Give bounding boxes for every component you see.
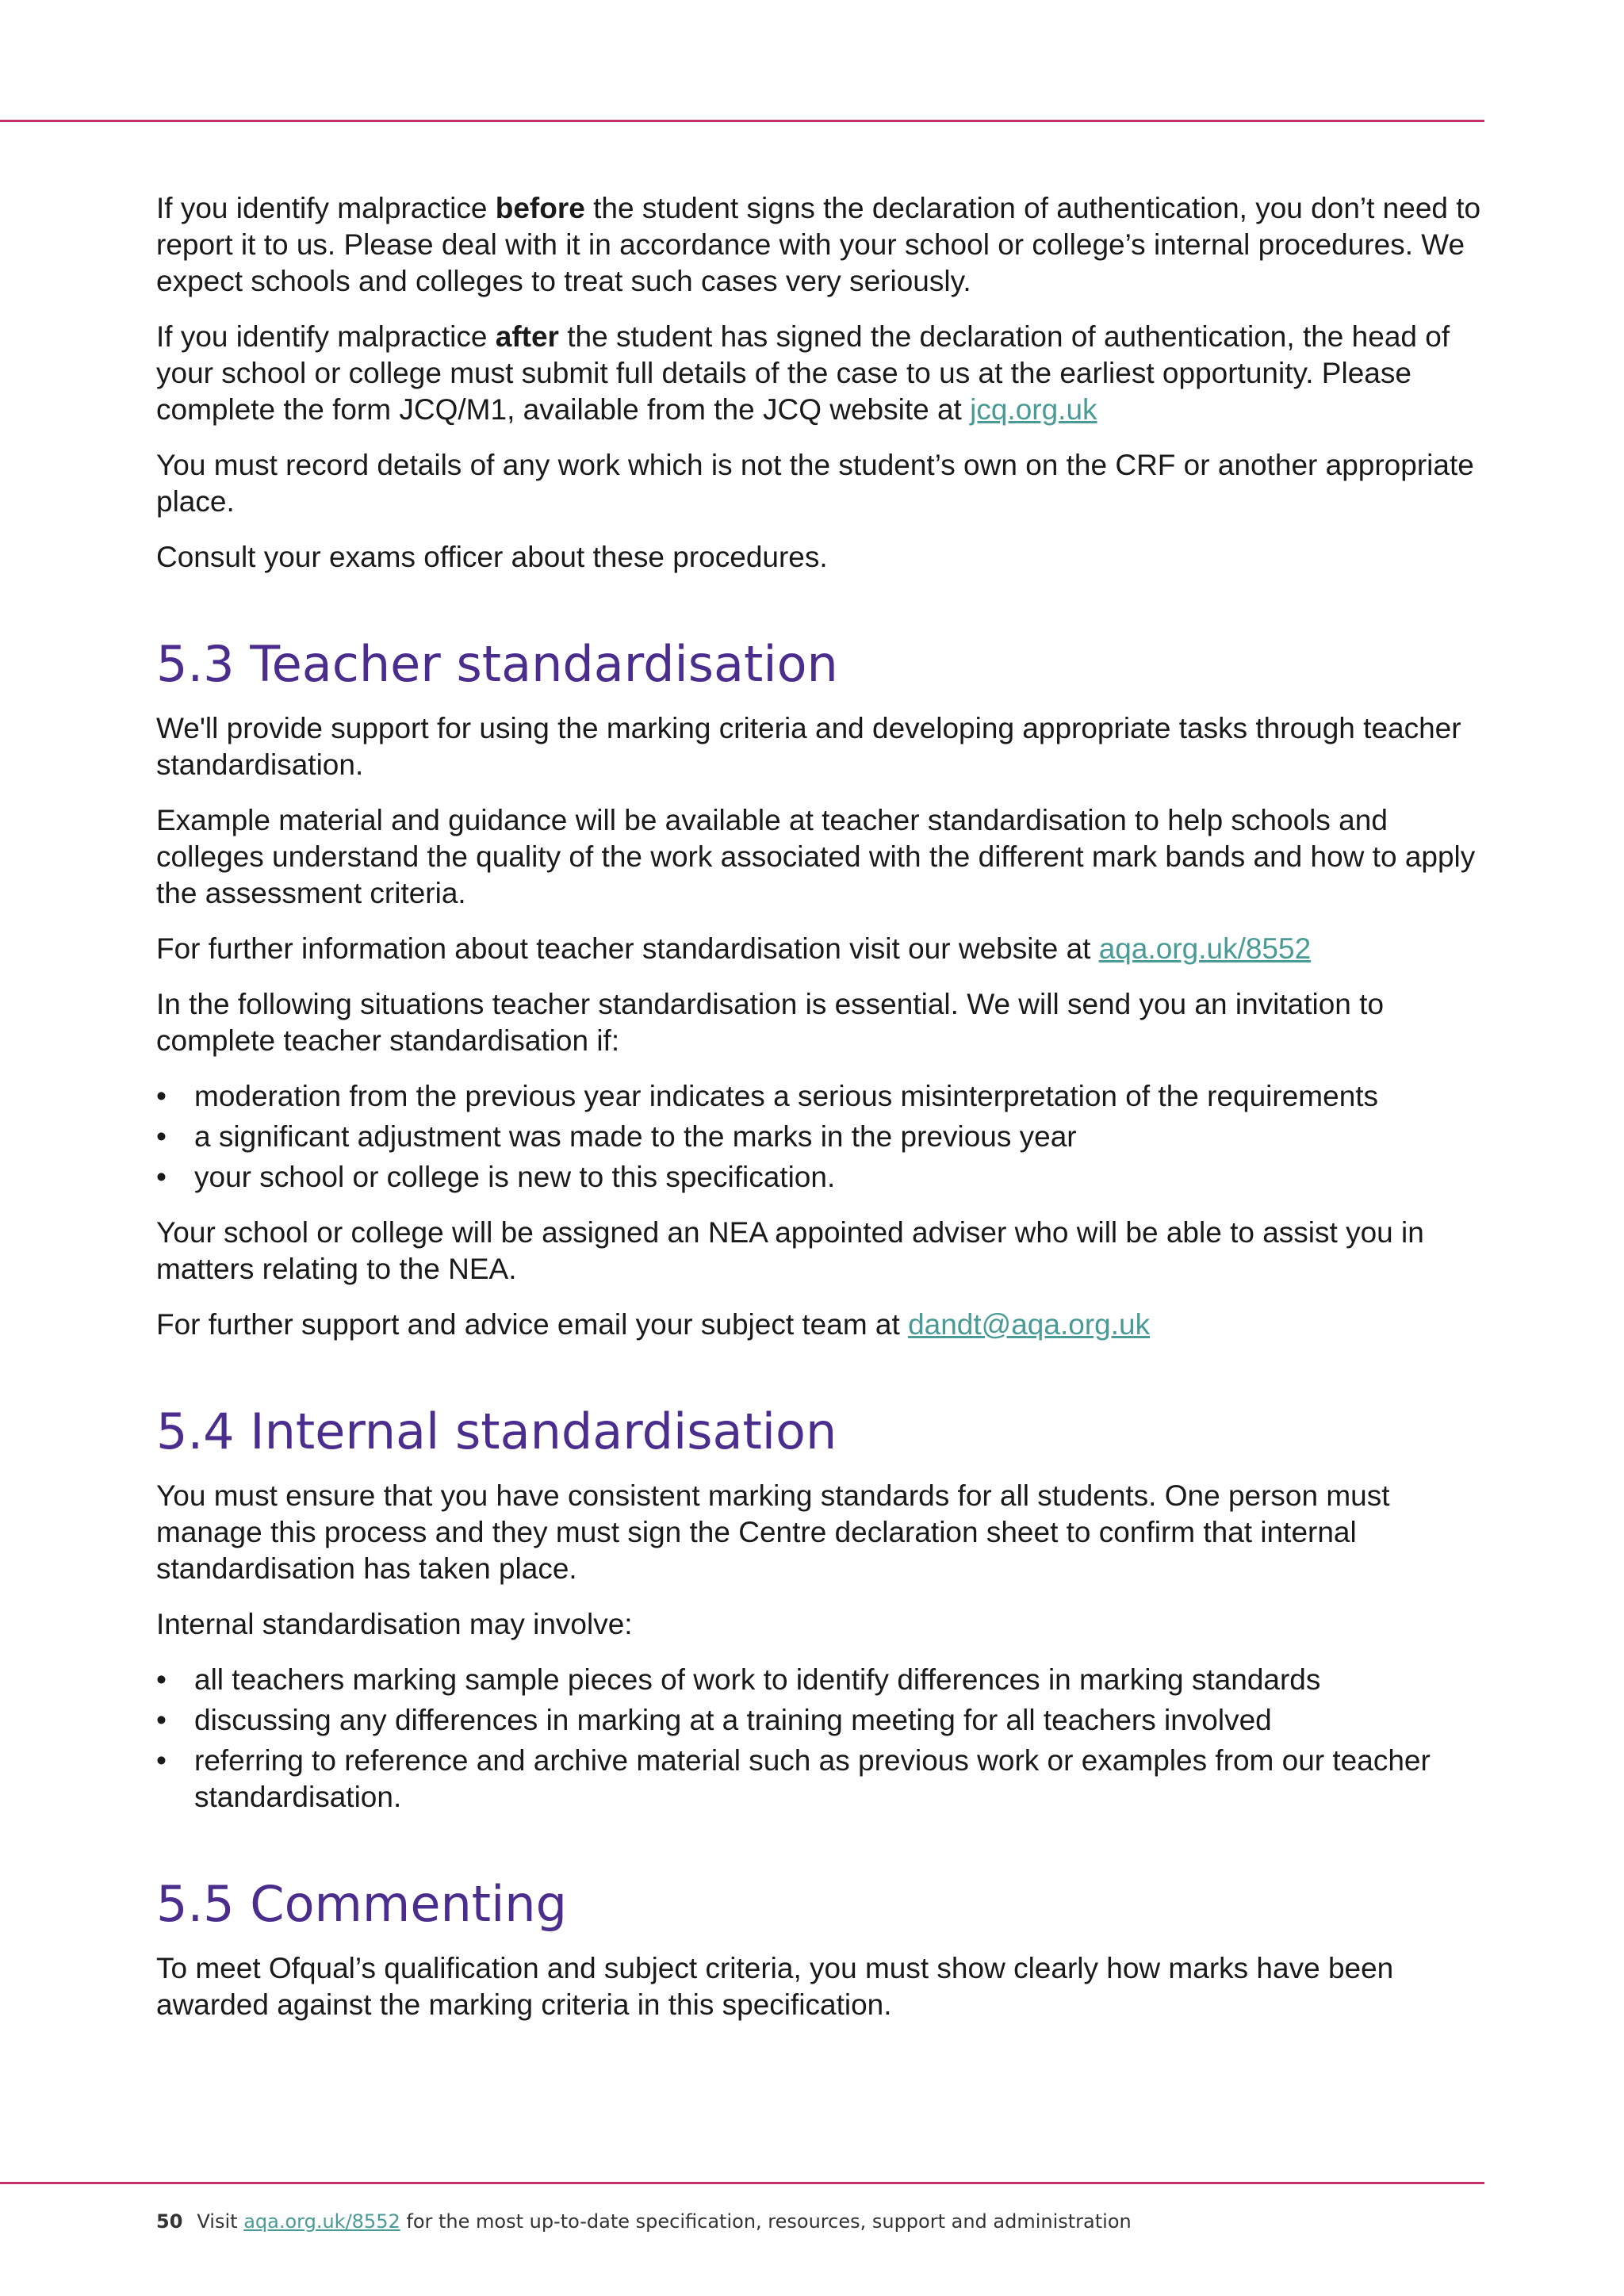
page-content <box>156 190 1488 2042</box>
s53-paragraph-3: For further information about teacher standardisation visit our website at aqa.org.uk/8552 <box>156 932 1312 965</box>
bullet-icon: • <box>156 1080 167 1112</box>
page-footer: 50 Visit aqa.org.uk/8552 for the most up-to-date specification, resources, support and administration <box>156 2210 1132 2233</box>
section-heading-5-4: 5.4 Internal standardisation <box>156 1402 837 1460</box>
s53-paragraph-2: Example material and guidance will be available at teacher standardisation to help schools and colleges understand the quality of the work associated with the different mark bands and how to apply the assessment criteria. <box>156 804 1476 909</box>
bullet-icon: • <box>156 1120 167 1153</box>
s54-bullet-list <box>156 1662 1488 1816</box>
intro-paragraph-1: If you identify malpractice before the student signs the declaration of authentication, you don’t need to report it to us. Please deal with it in accordance with your school or college’s internal procedures. We expect schools and colleges to treat such cases very seriously. <box>156 192 1481 297</box>
s53-paragraph-5: Your school or college will be assigned an NEA appointed adviser who will be able to assist you in matters relating to the NEA. <box>156 1216 1424 1285</box>
section-heading-5-5: 5.5 Commenting <box>156 1875 567 1933</box>
aqa-spec-link[interactable]: aqa.org.uk/8552 <box>1098 932 1312 965</box>
s53-paragraph-1: We'll provide support for using the marking criteria and developing appropriate tasks through teacher standardisation. <box>156 712 1461 781</box>
s53-paragraph-4: In the following situations teacher standardisation is essential. We will send you an invitation to complete teacher standardisation if: <box>156 988 1385 1057</box>
bullet-icon: • <box>156 1663 167 1696</box>
s53-paragraph-6: For further support and advice email your subject team at dandt@aqa.org.uk <box>156 1308 1151 1341</box>
jcq-link[interactable]: jcq.org.uk <box>970 393 1097 426</box>
bullet-icon: • <box>156 1161 167 1193</box>
header-rule <box>0 120 1484 122</box>
list-item: • your school or college is new to this specification. <box>156 1159 1488 1196</box>
email-link[interactable]: dandt@aqa.org.uk <box>908 1308 1151 1341</box>
s54-paragraph-2: Internal standardisation may involve: <box>156 1608 633 1640</box>
s55-paragraph-1: To meet Ofqual’s qualification and subject criteria, you must show clearly how marks have been awarded against the marking criteria in this specification. <box>156 1952 1394 2021</box>
footer-link[interactable]: aqa.org.uk/8552 <box>243 2210 400 2233</box>
list-item: • all teachers marking sample pieces of work to identify differences in marking standards <box>156 1662 1488 1698</box>
bullet-icon: • <box>156 1704 167 1736</box>
s54-paragraph-1: You must ensure that you have consistent marking standards for all students. One person must manage this process and they must sign the Centre declaration sheet to confirm that internal standardisation has taken place. <box>156 1479 1390 1585</box>
list-item: • referring to reference and archive material such as previous work or examples from our teacher standardisation. <box>156 1744 1431 1813</box>
section-heading-5-3: 5.3 Teacher standardisation <box>156 635 838 693</box>
emphasis-before: before <box>495 192 585 224</box>
intro-paragraph-4: Consult your exams officer about these procedures. <box>156 541 828 573</box>
intro-paragraph-2: If you identify malpractice after the student has signed the declaration of authentication, the head of your school or college must submit full details of the case to us at the earliest opportunity. Please complete the form JCQ/M1, available from the JCQ website at jcq.org.uk <box>156 320 1450 426</box>
list-item: • discussing any differences in marking at a training meeting for all teachers involved <box>156 1702 1488 1739</box>
emphasis-after: after <box>495 320 559 353</box>
s53-bullet-list <box>156 1078 1488 1196</box>
page-number: 50 <box>156 2210 183 2233</box>
list-item: • moderation from the previous year indicates a serious misinterpretation of the requirements <box>156 1078 1488 1115</box>
intro-paragraph-3: You must record details of any work which is not the student’s own on the CRF or another appropriate place. <box>156 449 1474 518</box>
bullet-icon: • <box>156 1744 167 1777</box>
footer-rule <box>0 2182 1484 2184</box>
list-item: • a significant adjustment was made to the marks in the previous year <box>156 1119 1488 1155</box>
